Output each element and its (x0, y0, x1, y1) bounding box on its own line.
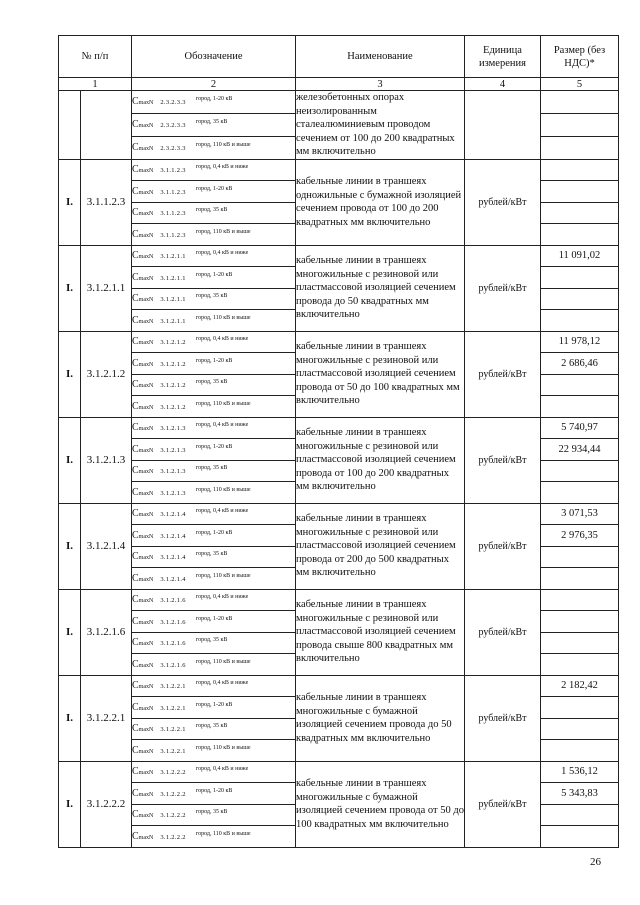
designation-cell (132, 740, 296, 762)
designation-condition: город, 1-20 кВ (195, 185, 233, 192)
designation-code: 3.1.2.2.1 (160, 683, 186, 691)
designation-subscript: maxN (138, 662, 154, 669)
designation-cell (132, 503, 296, 525)
value-cell (541, 91, 619, 114)
designation-subscript: maxN (138, 748, 154, 755)
row-index: I. (59, 417, 81, 503)
designation-symbol: C (132, 551, 139, 563)
row-index: I. (59, 503, 81, 589)
designation-condition: город, 1-20 кВ (195, 271, 233, 278)
row-index: I. (59, 245, 81, 331)
designation-code: 3.1.2.1.2 (160, 382, 186, 390)
designation-condition: город, 0,4 кВ и ниже (195, 336, 249, 343)
designation-subscript: maxN (138, 340, 154, 347)
designation-cell (132, 482, 296, 504)
designation-code: 3.1.2.1.4 (160, 554, 186, 562)
column-number: 2 (132, 78, 296, 91)
column-number: 1 (59, 78, 132, 91)
designation-code: 3.1.2.1.3 (160, 468, 186, 476)
designation-cell (132, 632, 296, 654)
row-index: I. (59, 331, 81, 417)
designation-cell (132, 181, 296, 203)
designation-condition: город, 1-20 кВ (195, 529, 233, 536)
value-cell: 2 686,46 (541, 353, 619, 375)
value-cell (541, 136, 619, 159)
designation-subscript: maxN (138, 361, 154, 368)
row-code: 3.1.2.1.1 (81, 245, 132, 331)
designation-code: 3.1.1.2.3 (160, 210, 186, 218)
value-cell (541, 310, 619, 332)
designation-symbol: C (132, 465, 139, 477)
unit-cell: рублей/кВт (465, 245, 541, 331)
row-code: 3.1.1.2.3 (81, 159, 132, 245)
designation-condition: город, 35 кВ (195, 119, 228, 126)
designation-code: 3.1.2.1.3 (160, 446, 186, 454)
designation-symbol: C (132, 830, 139, 842)
value-cell (541, 482, 619, 504)
designation-condition: город, 110 кВ и выше (195, 142, 251, 149)
designation-subscript: maxN (138, 275, 154, 282)
designation-symbol: C (132, 637, 139, 649)
designation-subscript: maxN (138, 770, 154, 777)
value-cell (541, 460, 619, 482)
designation-cell (132, 353, 296, 375)
value-cell (541, 159, 619, 181)
row-code-empty (81, 91, 132, 160)
value-cell (541, 740, 619, 762)
designation-cell (132, 697, 296, 719)
designation-condition: город, 0,4 кВ и ниже (195, 164, 249, 171)
value-cell (541, 113, 619, 136)
designation-code: 2.3.2.3.3 (160, 99, 186, 107)
column-number: 4 (465, 78, 541, 91)
designation-cell (132, 826, 296, 848)
designation-cell (132, 91, 296, 114)
designation-symbol: C (132, 443, 139, 455)
designation-subscript: maxN (138, 404, 154, 411)
designation-subscript: maxN (138, 297, 154, 304)
designation-cell (132, 589, 296, 611)
designation-symbol: C (132, 400, 139, 412)
designation-subscript: maxN (138, 211, 154, 218)
designation-code: 3.1.2.1.3 (160, 425, 186, 433)
unit-cell: рублей/кВт (465, 761, 541, 847)
designation-condition: город, 35 кВ (195, 637, 228, 644)
designation-subscript: maxN (138, 791, 154, 798)
unit-cell: рублей/кВт (465, 159, 541, 245)
designation-symbol: C (132, 529, 139, 541)
designation-condition: город, 110 кВ и выше (195, 400, 251, 407)
designation-condition: город, 35 кВ (195, 379, 228, 386)
designation-symbol: C (132, 809, 139, 821)
designation-subscript: maxN (138, 834, 154, 841)
table-row (59, 675, 619, 697)
row-code: 3.1.2.2.2 (81, 761, 132, 847)
header-row (59, 36, 619, 78)
header-unit: Единица измерения (465, 36, 541, 78)
designation-cell (132, 783, 296, 805)
header-designation: Обозначение (132, 36, 296, 78)
row-index: I. (59, 589, 81, 675)
value-cell (541, 181, 619, 203)
designation-code: 3.1.2.1.2 (160, 403, 186, 411)
column-number: 5 (541, 78, 619, 91)
designation-code: 3.1.2.2.1 (160, 726, 186, 734)
designation-cell (132, 245, 296, 267)
designation-condition: город, 35 кВ (195, 723, 228, 730)
designation-condition: город, 35 кВ (195, 293, 228, 300)
page-number: 26 (590, 856, 601, 868)
designation-cell (132, 439, 296, 461)
designation-subscript: maxN (138, 813, 154, 820)
designation-cell (132, 159, 296, 181)
designation-cell (132, 136, 296, 159)
designation-subscript: maxN (138, 598, 154, 605)
table-row (59, 503, 619, 525)
designation-subscript: maxN (138, 469, 154, 476)
value-cell (541, 654, 619, 676)
designation-cell (132, 718, 296, 740)
designation-condition: город, 0,4 кВ и ниже (195, 422, 249, 429)
designation-subscript: maxN (138, 168, 154, 175)
value-cell (541, 224, 619, 246)
designation-subscript: maxN (138, 555, 154, 562)
designation-symbol: C (132, 207, 139, 219)
designation-cell (132, 396, 296, 418)
column-number-row (59, 78, 619, 91)
value-cell (541, 546, 619, 568)
designation-condition: город, 35 кВ (195, 809, 228, 816)
designation-subscript: maxN (138, 705, 154, 712)
column-number: 3 (296, 78, 465, 91)
designation-subscript: maxN (138, 512, 154, 519)
designation-code: 3.1.2.1.6 (160, 640, 186, 648)
designation-subscript: maxN (138, 727, 154, 734)
header-size: Размер (без НДС)* (541, 36, 619, 78)
designation-condition: город, 110 кВ и выше (195, 744, 251, 751)
value-cell (541, 202, 619, 224)
designation-code: 3.1.2.1.6 (160, 661, 186, 669)
designation-symbol: C (132, 594, 139, 606)
designation-symbol: C (132, 250, 139, 262)
designation-symbol: C (132, 486, 139, 498)
designation-condition: город, 0,4 кВ и ниже (195, 250, 249, 257)
table-row (59, 417, 619, 439)
designation-symbol: C (132, 422, 139, 434)
designation-condition: город, 1-20 кВ (195, 615, 233, 622)
table-row (59, 159, 619, 181)
designation-condition: город, 35 кВ (195, 465, 228, 472)
row-code: 3.1.2.1.3 (81, 417, 132, 503)
designation-cell (132, 460, 296, 482)
item-description: кабельные линии в траншеях многожильные с резиновой или пластмассовой изоляцией сечением провода от 100 до 200 квадратных мм включительно (296, 417, 465, 503)
item-description: кабельные линии в траншеях многожильные с резиновой или пластмассовой изоляцией сечением провода от 50 до 100 квадратных мм включительно (296, 331, 465, 417)
row-index: I. (59, 159, 81, 245)
value-cell: 11 091,02 (541, 245, 619, 267)
value-cell: 5 343,83 (541, 783, 619, 805)
header-name: Наименование (296, 36, 465, 78)
designation-symbol: C (132, 658, 139, 670)
designation-subscript: maxN (138, 123, 154, 130)
designation-cell (132, 611, 296, 633)
item-description: кабельные линии в траншеях многожильные с бумажной изоляцией сечением провода до 50 квадратных мм включительно (296, 675, 465, 761)
designation-cell (132, 675, 296, 697)
designation-symbol: C (132, 615, 139, 627)
designation-code: 3.1.2.1.4 (160, 575, 186, 583)
designation-cell (132, 525, 296, 547)
designation-cell (132, 224, 296, 246)
item-description: кабельные линии в траншеях многожильные с резиновой или пластмассовой изоляцией сечением провода от 200 до 500 квадратных мм включительно (296, 503, 465, 589)
designation-condition: город, 110 кВ и выше (195, 486, 251, 493)
designation-symbol: C (132, 744, 139, 756)
unit-empty (465, 91, 541, 160)
designation-cell (132, 202, 296, 224)
designation-subscript: maxN (138, 318, 154, 325)
designation-subscript: maxN (138, 146, 154, 153)
value-cell: 1 536,12 (541, 761, 619, 783)
designation-cell (132, 374, 296, 396)
designation-subscript: maxN (138, 533, 154, 540)
designation-cell (132, 267, 296, 289)
designation-condition: город, 0,4 кВ и ниже (195, 680, 249, 687)
designation-symbol: C (132, 336, 139, 348)
designation-subscript: maxN (138, 426, 154, 433)
designation-symbol: C (132, 96, 139, 108)
designation-subscript: maxN (138, 383, 154, 390)
designation-cell (132, 113, 296, 136)
designation-condition: город, 110 кВ и выше (195, 830, 251, 837)
designation-subscript: maxN (138, 684, 154, 691)
designation-code: 3.1.2.2.1 (160, 747, 186, 755)
designation-cell (132, 654, 296, 676)
row-index: I. (59, 761, 81, 847)
designation-symbol: C (132, 701, 139, 713)
value-cell (541, 697, 619, 719)
row-code: 3.1.2.2.1 (81, 675, 132, 761)
designation-subscript: maxN (138, 619, 154, 626)
designation-subscript: maxN (138, 100, 154, 107)
designation-code: 3.1.2.1.6 (160, 618, 186, 626)
designation-code: 3.1.1.2.3 (160, 231, 186, 239)
value-cell (541, 288, 619, 310)
designation-condition: город, 110 кВ и выше (195, 314, 251, 321)
value-cell: 5 740,97 (541, 417, 619, 439)
value-cell (541, 374, 619, 396)
value-cell: 11 978,12 (541, 331, 619, 353)
row-index: I. (59, 675, 81, 761)
row-code: 3.1.2.1.2 (81, 331, 132, 417)
value-cell: 2 976,35 (541, 525, 619, 547)
value-cell (541, 568, 619, 590)
designation-code: 3.1.2.1.6 (160, 597, 186, 605)
value-cell: 22 934,44 (541, 439, 619, 461)
designation-symbol: C (132, 357, 139, 369)
designation-code: 3.1.2.2.2 (160, 833, 186, 841)
table-row (59, 331, 619, 353)
value-cell (541, 396, 619, 418)
designation-subscript: maxN (138, 232, 154, 239)
designation-subscript: maxN (138, 490, 154, 497)
designation-condition: город, 0,4 кВ и ниже (195, 766, 249, 773)
designation-condition: город, 35 кВ (195, 551, 228, 558)
designation-symbol: C (132, 572, 139, 584)
unit-cell: рублей/кВт (465, 589, 541, 675)
designation-cell (132, 288, 296, 310)
table-row (59, 245, 619, 267)
row-index-empty (59, 91, 81, 160)
value-cell (541, 804, 619, 826)
value-cell: 3 071,53 (541, 503, 619, 525)
tariff-table (58, 35, 619, 848)
designation-symbol: C (132, 293, 139, 305)
designation-cell (132, 417, 296, 439)
value-cell: 2 182,42 (541, 675, 619, 697)
row-code: 3.1.2.1.4 (81, 503, 132, 589)
value-cell (541, 718, 619, 740)
designation-symbol: C (132, 142, 139, 154)
table-row (59, 91, 619, 114)
designation-symbol: C (132, 787, 139, 799)
value-cell (541, 589, 619, 611)
designation-code: 3.1.2.1.4 (160, 532, 186, 540)
designation-symbol: C (132, 119, 139, 131)
designation-cell (132, 568, 296, 590)
unit-cell: рублей/кВт (465, 503, 541, 589)
designation-condition: город, 1-20 кВ (195, 701, 233, 708)
designation-cell (132, 804, 296, 826)
designation-condition: город, 110 кВ и выше (195, 228, 251, 235)
item-description: кабельные линии в траншеях многожильные с бумажной изоляцией сечением провода от 50 до 100 квадратных мм включительно (296, 761, 465, 847)
designation-symbol: C (132, 228, 139, 240)
designation-code: 3.1.1.2.3 (160, 167, 186, 175)
designation-subscript: maxN (138, 641, 154, 648)
designation-cell (132, 546, 296, 568)
designation-condition: город, 1-20 кВ (195, 443, 233, 450)
table-row (59, 589, 619, 611)
designation-code: 2.3.2.3.3 (160, 122, 186, 130)
designation-cell (132, 310, 296, 332)
designation-symbol: C (132, 723, 139, 735)
designation-code: 3.1.2.1.4 (160, 511, 186, 519)
designation-code: 3.1.2.2.1 (160, 704, 186, 712)
unit-cell: рублей/кВт (465, 417, 541, 503)
designation-code: 3.1.2.1.3 (160, 489, 186, 497)
designation-condition: город, 35 кВ (195, 207, 228, 214)
designation-code: 3.1.2.2.2 (160, 769, 186, 777)
designation-condition: город, 110 кВ и выше (195, 572, 251, 579)
designation-symbol: C (132, 185, 139, 197)
designation-cell (132, 331, 296, 353)
designation-code: 3.1.1.2.3 (160, 188, 186, 196)
designation-symbol: C (132, 766, 139, 778)
designation-code: 3.1.2.2.2 (160, 790, 186, 798)
designation-condition: город, 1-20 кВ (195, 96, 233, 103)
designation-subscript: maxN (138, 447, 154, 454)
value-cell (541, 611, 619, 633)
designation-cell (132, 761, 296, 783)
designation-condition: город, 110 кВ и выше (195, 658, 251, 665)
unit-cell: рублей/кВт (465, 331, 541, 417)
designation-condition: город, 1-20 кВ (195, 787, 233, 794)
designation-code: 3.1.2.1.2 (160, 339, 186, 347)
value-cell (541, 826, 619, 848)
designation-symbol: C (132, 314, 139, 326)
value-cell (541, 632, 619, 654)
designation-code: 3.1.2.1.1 (160, 253, 186, 261)
table-body (59, 91, 619, 848)
item-description: кабельные линии в траншеях многожильные с резиновой или пластмассовой изоляцией сечением провода до 50 квадратных мм включительно (296, 245, 465, 331)
item-description: кабельные линии в траншеях одножильные с бумажной изоляцией сечением провода от 100 до 200 квадратных мм включительно (296, 159, 465, 245)
value-cell (541, 267, 619, 289)
designation-code: 3.1.2.1.1 (160, 296, 186, 304)
designation-code: 3.1.2.2.2 (160, 812, 186, 820)
designation-symbol: C (132, 379, 139, 391)
designation-symbol: C (132, 508, 139, 520)
designation-condition: город, 0,4 кВ и ниже (195, 508, 249, 515)
designation-code: 3.1.2.1.1 (160, 274, 186, 282)
designation-code: 2.3.2.3.3 (160, 145, 186, 153)
row-code: 3.1.2.1.6 (81, 589, 132, 675)
table-row (59, 761, 619, 783)
designation-condition: город, 1-20 кВ (195, 357, 233, 364)
designation-code: 3.1.2.1.2 (160, 360, 186, 368)
designation-symbol: C (132, 680, 139, 692)
designation-subscript: maxN (138, 576, 154, 583)
designation-symbol: C (132, 164, 139, 176)
designation-subscript: maxN (138, 254, 154, 261)
item-description: железобетонных опорах неизолированным сталеалюминиевым проводом сечением от 100 до 200 квадратных мм включительно (296, 91, 465, 160)
designation-symbol: C (132, 271, 139, 283)
unit-cell: рублей/кВт (465, 675, 541, 761)
designation-code: 3.1.2.1.1 (160, 317, 186, 325)
designation-subscript: maxN (138, 189, 154, 196)
item-description: кабельные линии в траншеях многожильные с резиновой или пластмассовой изоляцией сечением провода свыше 800 квадратных мм включительно (296, 589, 465, 675)
header-number: № п/п (59, 36, 132, 78)
designation-condition: город, 0,4 кВ и ниже (195, 594, 249, 601)
